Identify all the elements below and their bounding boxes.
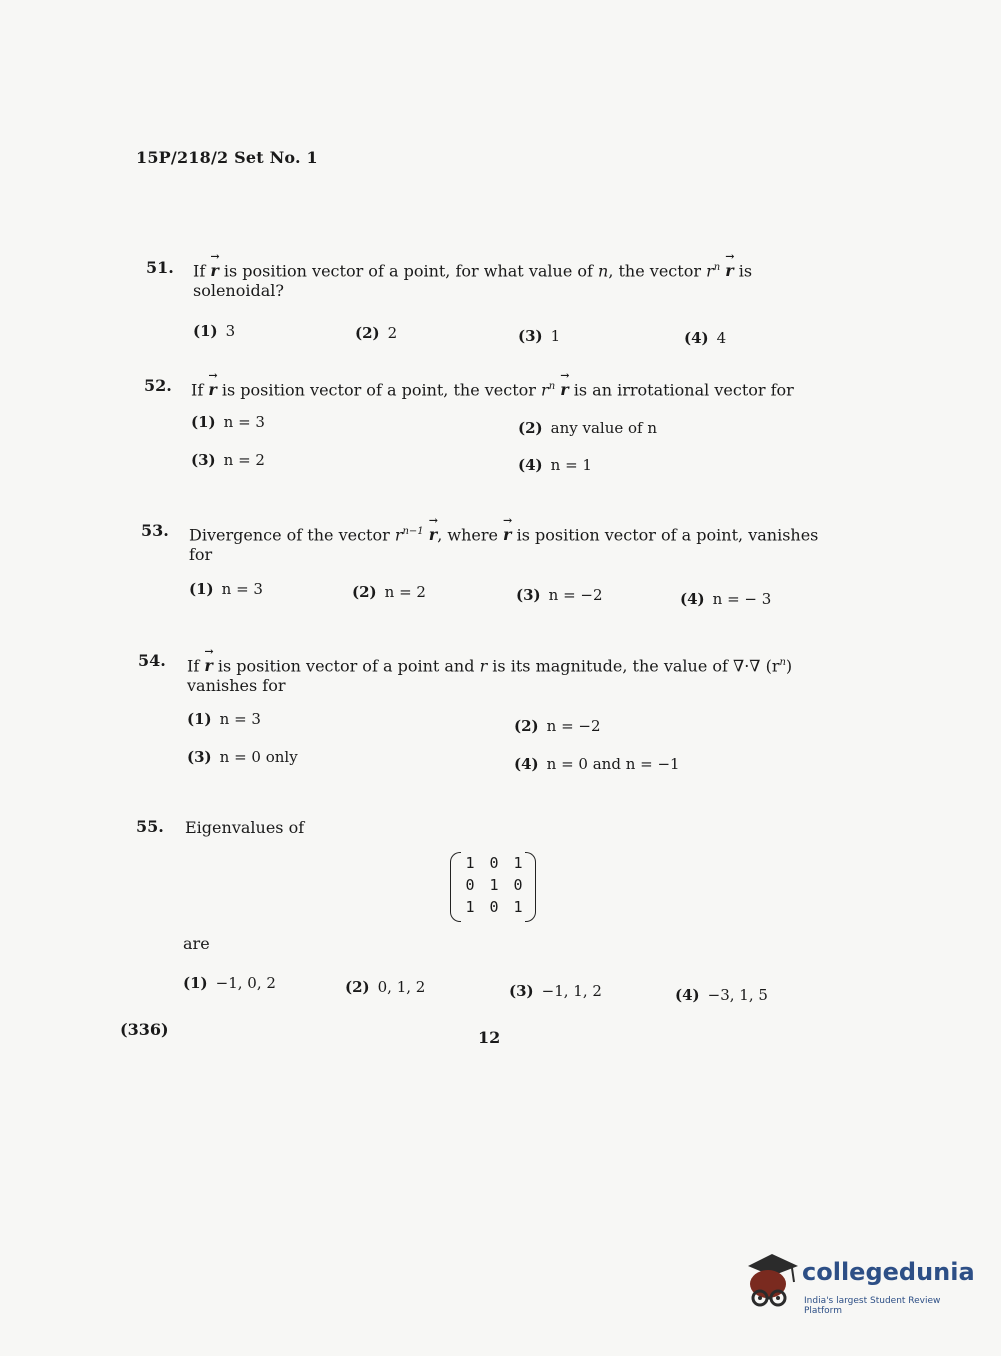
q54-option-1[interactable]: (1) n = 3 — [187, 710, 261, 728]
q51-number: 51. — [146, 258, 174, 277]
q52-option-1[interactable]: (1) n = 3 — [191, 413, 265, 431]
q51-text: If → r is position vector of a point, for what value of n, the vector $r^n \to r$ is solenoidal? — [193, 258, 873, 301]
q53-number: 53. — [141, 521, 169, 540]
q52-option-3[interactable]: (3) n = 2 — [191, 451, 265, 469]
matrix-cell: 0 — [513, 876, 523, 894]
q55-option-3[interactable]: (3) −1, 1, 2 — [509, 982, 602, 1000]
mascot-logo-icon — [742, 1248, 800, 1314]
q54-option-2[interactable]: (2) n = −2 — [514, 717, 601, 735]
q51-option-3[interactable]: (3) 1 — [518, 327, 561, 345]
q52-text: If → r is position vector of a point, the vector $r^n \to r$ is an irrotational vector for — [191, 377, 881, 400]
q55-option-2[interactable]: (2) 0, 1, 2 — [345, 978, 426, 996]
matrix-cell: 1 — [465, 898, 475, 916]
q51-option-2[interactable]: (2) 2 — [355, 324, 398, 342]
page-number: 12 — [478, 1028, 501, 1047]
matrix-table — [458, 852, 530, 918]
matrix-cell: 1 — [489, 876, 499, 894]
q55-after-text: are — [183, 934, 210, 953]
q55-option-4[interactable]: (4) −3, 1, 5 — [675, 986, 768, 1004]
q52-option-2[interactable]: (2) any value of n — [518, 419, 658, 437]
matrix-cell: 0 — [489, 898, 499, 916]
q51-option-1[interactable]: (1) 3 — [193, 322, 236, 340]
q54-option-4[interactable]: (4) n = 0 and n = −1 — [514, 755, 680, 773]
q53-option-4[interactable]: (4) n = − 3 — [680, 590, 772, 608]
logo-brand-text: collegedunia — [802, 1258, 975, 1286]
matrix-row — [458, 896, 530, 918]
q54-number: 54. — [138, 651, 166, 670]
matrix — [450, 850, 536, 924]
logo-tagline: India's largest Student Review Platform — [804, 1296, 941, 1316]
collegedunia-logo[interactable] — [742, 1248, 975, 1318]
matrix-cell: 0 — [489, 854, 499, 872]
matrix-cell: 1 — [513, 898, 523, 916]
q51-option-4[interactable]: (4) 4 — [684, 329, 727, 347]
matrix-cell: 1 — [513, 854, 523, 872]
q53-option-1[interactable]: (1) n = 3 — [189, 580, 263, 598]
q53-option-2[interactable]: (2) n = 2 — [352, 583, 426, 601]
q55-number: 55. — [136, 817, 164, 836]
matrix-cell: 1 — [465, 854, 475, 872]
matrix-cell: 0 — [465, 876, 475, 894]
q52-number: 52. — [144, 376, 172, 395]
q53-option-3[interactable]: (3) n = −2 — [516, 586, 603, 604]
q55-option-1[interactable]: (1) −1, 0, 2 — [183, 974, 276, 992]
paper-code: 15P/218/2 Set No. 1 — [136, 148, 318, 167]
q54-option-3[interactable]: (3) n = 0 only — [187, 748, 298, 766]
matrix-row — [458, 852, 530, 874]
q53-text: Divergence of the vector $r^{n-1} \to r$, where → r is position vector of a point, vanishes for — [189, 522, 879, 565]
matrix-row — [458, 874, 530, 896]
q54-text: If → r is position vector of a point and r is its magnitude, the value of ∇·∇ $(r^n)$ vanishes for — [187, 653, 877, 696]
q52-option-4[interactable]: (4) n = 1 — [518, 456, 592, 474]
q55-text: Eigenvalues of — [185, 818, 305, 837]
footer-code: (336) — [120, 1020, 169, 1039]
